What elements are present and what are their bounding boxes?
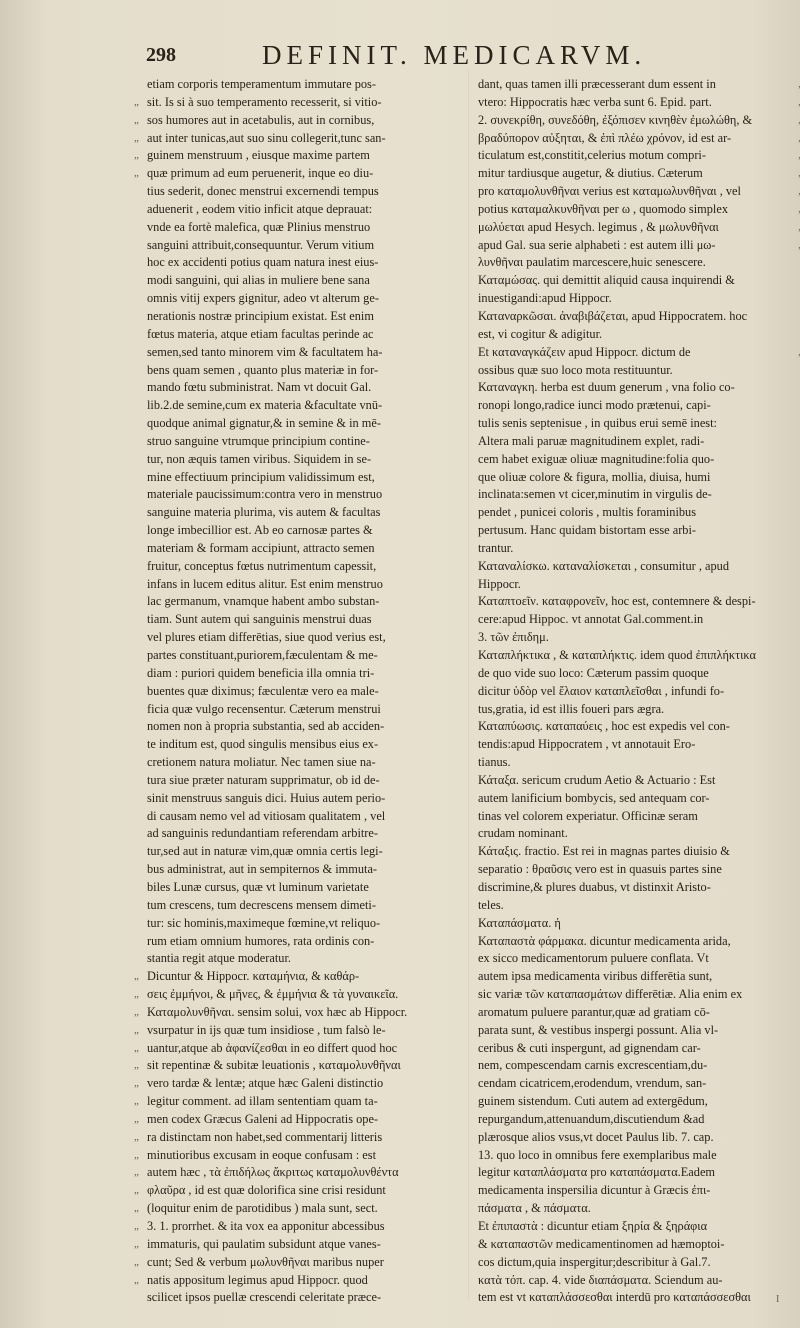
left-column-line: „ vero tardæ & lentæ; atque hæc Galeni distinctio xyxy=(147,1075,463,1093)
left-column-line: tum crescens, tum decrescens mensem dimeti- xyxy=(147,897,376,912)
right-column-line: & καταπαστῶν medicamentinomen ad hæmoptoi- xyxy=(478,1236,725,1251)
left-column-line: tius sederit, donec menstrui excernendi tempus xyxy=(147,184,379,199)
left-column-line: „ σεις ἐμμήνοι, & μῆνες, & ἐμμήνια & τὰ γυναικεῖα. xyxy=(147,986,463,1004)
right-column-line: Καταναρκῶσαι. ἀναβιβάζεται, apud Hippocratem. hoc xyxy=(478,308,748,323)
right-column-line: „ dant, quas tamen illi præcesserant dum essent in xyxy=(478,76,793,94)
right-column-line: inuestigandi:apud Hippocr. xyxy=(478,291,612,306)
left-column-line: „ autem hæc , τὰ ἐπιδήλως ἄκριτως καταμολυνθέντα xyxy=(147,1164,463,1182)
right-column-line: „ vtero: Hippocratis hæc verba sunt 6. Epid. part. xyxy=(478,94,793,112)
right-column-line: κατὰ τόπ. cap. 4. vide διαπάσματα. Sciendum au- xyxy=(478,1272,723,1287)
left-column-line: stantia regit atque moderatur. xyxy=(147,951,291,966)
right-column-line: „ ticulatum est,constitit,celerius motum compri- xyxy=(478,147,793,165)
right-column-line: ex sicco medicamentorum puluere conflata. Vt xyxy=(478,951,709,966)
right-column-line: Καταναλίσκω. καταναλίσκεται , consumitur , apud xyxy=(478,558,729,573)
left-column-line: nerationis nostræ principium existat. Est enim xyxy=(147,308,374,323)
left-column-line: „ Dicuntur & Hippocr. καταμήνια, & καθάρ- xyxy=(147,968,463,986)
right-column-line: πάσματα , & πάσματα. xyxy=(478,1201,591,1216)
left-column-line: „ minutioribus excusam in eoque confusam : est xyxy=(147,1147,463,1165)
right-column-line: ceribus & cuti inspergunt, ad gignendam car- xyxy=(478,1040,701,1055)
left-column-line: semen,sed tanto minorem vim & facultatem ha- xyxy=(147,344,383,359)
right-column-line: Καταπάσματα. ἡ xyxy=(478,915,561,930)
left-column-line: „ sit. Is si à suo temperamento recesserit, si vitio- xyxy=(147,94,463,112)
right-column-line: 3. τῶν ἐπιδημ. xyxy=(478,630,549,645)
left-column-line: quodque animal gignatur,& in semine & in mē- xyxy=(147,416,381,431)
right-column-line: ossibus quæ suo loco mota restituuntur. xyxy=(478,362,673,377)
right-column-line: 13. quo loco in omnibus fere exemplaribus male xyxy=(478,1147,717,1162)
left-column-line: „ ra distinctam non habet,sed commentarij litteris xyxy=(147,1129,463,1147)
left-column-line: etiam corporis temperamentum immutare pos- xyxy=(147,77,376,91)
left-column-line: lac germanum, vnamque habent ambo substan- xyxy=(147,594,380,609)
right-column-line: „ potius καταμαλκυνθῆναι per ω , quomodo simplex xyxy=(478,201,793,219)
left-column-line: fœtus materia, atque etiam facultas perinde ac xyxy=(147,326,374,341)
left-column-line: te inditum est, quod singulis mensibus eius ex- xyxy=(147,737,379,752)
right-column-line: autem lanificium bombycis, sed antequam cor- xyxy=(478,790,710,805)
right-column-line: tem est vt καταπλάσσεσθαι interdū pro καταπάσσεσθαι xyxy=(478,1290,751,1305)
left-column-line: mine effectiuum principium validissimum est, xyxy=(147,469,375,484)
right-text-column xyxy=(478,76,793,1307)
right-column-line: λυνθῆναι paulatim marcescere,huic senescere. xyxy=(478,255,706,270)
right-column-line: cere:apud Hippoc. vt annotat Gal.comment.in xyxy=(478,612,704,627)
right-column-line: Καταπαστὰ φάρμακα. dicuntur medicamenta arida, xyxy=(478,933,731,948)
page-number: 298 xyxy=(146,44,176,66)
right-column-line: Κάταξις. fractio. Est rei in magnas partes diuisio & xyxy=(478,844,730,859)
left-column-line: diam : puriori quidem beneficia illa omnia tri- xyxy=(147,665,375,680)
right-column-line: Altera mali paruæ magnitudinem explet, radi- xyxy=(478,433,705,448)
left-column-line: omnis vitij expers gignitur, adeo vt alterum ge- xyxy=(147,291,379,306)
left-text-column xyxy=(147,76,463,1307)
left-column-line: tur,sed aut in naturæ vim,quæ omnia certis legi- xyxy=(147,844,383,859)
left-column-line: „ immaturis, qui paulatim subsidunt atque vanes- xyxy=(147,1236,463,1254)
signature-mark: I xyxy=(776,1294,780,1305)
right-column-line: autem ipsa medicamenta viribus differētia sunt, xyxy=(478,969,713,984)
left-column-line: „ 3. 1. prorrhet. & ita vox ea apponitur abcessibus xyxy=(147,1218,463,1236)
left-column-line: cretionem natura moliatur. Nec tamen siue na- xyxy=(147,755,376,770)
left-column-line: „ natis appositum legimus apud Hippocr. quod xyxy=(147,1272,463,1290)
right-column-line: tus,gratia, id est illis foueri pars ægra. xyxy=(478,701,665,716)
left-column-line: scilicet ipsos puellæ crescendi celeritate præce- xyxy=(147,1290,382,1305)
right-column-line: „ Et καταναγκάζειν apud Hippocr. dictum de xyxy=(478,344,793,362)
left-column-line: lib.2.de semine,cum ex materia &facultate vnū- xyxy=(147,398,383,413)
left-column-line: nomen non à propria substantia, sed ab acciden- xyxy=(147,719,385,734)
right-column-line: trantur. xyxy=(478,540,514,555)
right-column-line: „ apud Gal. sua serie alphabeti : est autem illi μω- xyxy=(478,237,793,255)
right-column-line: guinem sistendum. Cuti autem ad extergēdum, xyxy=(478,1094,708,1109)
left-column-line: tur: sic hominis,maximeque fœmine,vt reliquo- xyxy=(147,915,381,930)
right-column-line: „ 2. συνεκρίθη, συνεδόθη, ἐξόπισεν κινηθὲν ἐμωλώθη, & xyxy=(478,112,793,130)
left-column-line: „ men codex Græcus Galeni ad Hippocratis ope- xyxy=(147,1111,463,1129)
left-column-line: tiam. Sunt autem qui sanguinis menstrui duas xyxy=(147,612,372,627)
right-column-line: Καταναγκη. herba est duum generum , vna folio co- xyxy=(478,380,735,395)
left-column-line: sanguini attribuit,consequuntur. Verum vitium xyxy=(147,237,375,252)
left-column-line: infans in lucem editus alitur. Est enim menstruo xyxy=(147,576,383,591)
right-column-line: de quo vide suo loco: Cæterum passim quoque xyxy=(478,665,709,680)
right-column-line: repurgandum,attenuandum,discutiendum &ad xyxy=(478,1111,705,1126)
right-column-line: inclinata:semen vt cicer,minutim in virgulis de- xyxy=(478,487,712,502)
right-column-line: Καταμώσας. qui demittit aliquid causa inquirendi & xyxy=(478,273,735,288)
right-column-line: pendet , punicei coloris , multis foraminibus xyxy=(478,505,697,520)
right-column-line: ronopi longo,radice iunci modo prætenui, capi- xyxy=(478,398,711,413)
left-column-line: „ quæ primum ad eum peruenerit, inque eo diu- xyxy=(147,165,463,183)
right-column-line: Et ἐπιπαστὰ : dicuntur etiam ξηρία & ξηράφια xyxy=(478,1219,708,1233)
left-column-line: hoc ex accidenti potius quam natura inest eius- xyxy=(147,255,379,270)
right-column-line: est, vi cogitur & adigitur. xyxy=(478,326,603,341)
right-column-line: aromatum puluere parantur,quæ ad gratiam cō- xyxy=(478,1004,710,1019)
left-column-line: tura siue præter naturam supprimatur, ob id de- xyxy=(147,772,380,787)
right-column-line: teles. xyxy=(478,897,504,912)
right-column-line: Καταπτοεῖν. καταφρονεῖν, hoc est, contemnere & despi- xyxy=(478,594,756,609)
right-column-line: separatio : θραῦσις vero est in quasuis partes sine xyxy=(478,862,722,877)
left-column-line: „ sos humores aut in acetabulis, aut in cornibus, xyxy=(147,112,463,130)
right-column-line: plærosque alios vsus,vt docet Paulus lib. 7. cap. xyxy=(478,1129,714,1144)
left-column-line: vel plures etiam differētias, siue quod verius est, xyxy=(147,630,386,645)
right-column-line: que oliuæ colore & figura, mollia, diuisa, humi xyxy=(478,469,711,484)
right-column-line: Καταπλήκτικα , & καταπλήκτις. idem quod ἐπιπλήκτικα xyxy=(478,648,756,662)
left-column-line: longe imbecillior est. Ab eo carnosæ partes & xyxy=(147,523,373,538)
left-column-line: „ uantur,atque ab ἀφανίζεσθαι in eo differt quod hoc xyxy=(147,1040,463,1058)
left-column-line: aduenerit , eodem vitio inficit atque deprauat: xyxy=(147,201,373,216)
right-column-line: legitur καταπλάσματα pro καταπάσματα.Eadem xyxy=(478,1165,716,1180)
left-column-line: materiam & formam accipiunt, attracto semen xyxy=(147,540,375,555)
right-column-line: „ μωλύεται apud Hesych. legimus , & μωλυνθῆναι xyxy=(478,219,793,237)
left-column-line: fruitur, conceptus fœtus nutrimentum capessit, xyxy=(147,558,377,573)
left-column-line: biles Lunæ cursus, quæ vt luminum varietate xyxy=(147,879,369,894)
right-column-line: „ pro καταμολυνθῆναι verius est καταμωλυνθῆναι , vel xyxy=(478,183,793,201)
left-column-line: struo sanguine vtrumque principium contine- xyxy=(147,433,370,448)
right-column-line: „ mitur tardiusque augetur, & diutius. Cæterum xyxy=(478,165,793,183)
column-gutter xyxy=(468,70,469,1300)
left-column-line: „ guinem menstruum , eiusque maxime partem xyxy=(147,147,463,165)
left-column-line: di causam nemo vel ad vitiosam qualitatem , vel xyxy=(147,808,386,823)
left-column-line: rum etiam omnium humores, rata ordinis con- xyxy=(147,933,375,948)
left-column-line: sanguine materia plurima, vis autem & facultas xyxy=(147,505,381,520)
left-column-line: bens quam semen , quanto plus materiæ in for- xyxy=(147,362,379,377)
right-column-line: cos dictum,quia inspergitur;describitur à Gal.7. xyxy=(478,1254,711,1269)
right-column-line: Καταπύωσις. καταπαύεις , hoc est expedis vel con- xyxy=(478,719,730,734)
left-column-line: modi sanguini, qui alias in muliere bene sana xyxy=(147,273,370,288)
left-column-line: „ Καταμολυνθῆναι. sensim solui, vox hæc ab Hippocr. xyxy=(147,1004,463,1022)
right-column-line: tinas vel colorem experiatur. Officinæ seram xyxy=(478,808,698,823)
left-column-line: sinit menstruus sanguis dici. Huius autem perio- xyxy=(147,790,386,805)
right-column-line: tianus. xyxy=(478,755,511,770)
right-column-line: parata sunt, & vestibus inspergi possunt. Alia vl- xyxy=(478,1022,719,1037)
right-column-line: cendam cicatricem,erodendum, vrendum, san- xyxy=(478,1076,707,1091)
left-column-line: „ aut inter tunicas,aut suo sinu collegerit,tunc san- xyxy=(147,130,463,148)
left-column-line: „ legitur comment. ad illam sententiam quam ta- xyxy=(147,1093,463,1111)
right-column-line: medicamenta inspersilia dicuntur à Græcis ἐπι- xyxy=(478,1183,711,1198)
right-column-line: crudam nominant. xyxy=(478,826,568,841)
right-column-line: discrimine,& plures duabus, vt distinxit Aristo- xyxy=(478,879,711,894)
left-column-line: vnde ea fortè malefica, quæ Plinius menstruo xyxy=(147,219,371,234)
page-header xyxy=(0,40,800,74)
right-column-line: tendis:apud Hippocratem , vt annotauit Ero- xyxy=(478,737,696,752)
right-column-line: Hippocr. xyxy=(478,576,521,591)
left-column-line: „ sit repentinæ & subitæ leuationis , καταμολυνθῆναι xyxy=(147,1057,463,1075)
right-column-line: sic variæ τῶν καταπασμάτων differētiæ. Alia enim ex xyxy=(478,987,743,1002)
left-column-line: ficia quæ vulgo recensentur. Cæterum menstrui xyxy=(147,701,381,716)
left-column-line: partes constituant,puriorem,fæculentam & me- xyxy=(147,648,378,662)
left-column-line: ad sanguinis redundantiam referendam arbitre- xyxy=(147,826,379,841)
left-column-line: tur, non æquis tamen viribus. Siquidem in se- xyxy=(147,451,372,466)
running-title: DEFINIT. MEDICARVM. xyxy=(262,40,647,70)
left-column-line: „ (loquitur enim de parotidibus ) mala sunt, sect. xyxy=(147,1200,463,1218)
right-column-line: tulis senis septenisue , in quibus erui semē inest: xyxy=(478,416,717,431)
left-column-line: „ vsurpatur in ijs quæ tum insidiose , tum falsò le- xyxy=(147,1022,463,1040)
left-column-line: „ cunt; Sed & verbum μωλυνθῆναι maribus nuper xyxy=(147,1254,463,1272)
right-column-line: nem, compescendam carnis excrescentiam,du- xyxy=(478,1058,708,1073)
left-column-line: mando fœtu subministrat. Nam vt docuit Gal. xyxy=(147,380,372,395)
left-column-line: materiale paucissimum:contra vero in menstruo xyxy=(147,487,383,502)
left-column-line: buentes quæ diximus; fæculentæ vero ea male- xyxy=(147,683,379,698)
right-column-line: Κάταξα. sericum crudum Aetio & Actuario : Est xyxy=(478,772,716,787)
right-column-line: cem habet exiguæ oliuæ magnitudine:folia quo- xyxy=(478,451,715,466)
right-column-line: dicitur ὑδὸρ vel ἔλαιον καταπλεῖσθαι , infundi fo- xyxy=(478,683,725,698)
left-column-line: bus administrat, aut in sempiternos & immuta- xyxy=(147,862,378,877)
right-column-line: „ βραδύπορον αὐξηται, & ἐπὶ πλέω χρόνον, id est ar- xyxy=(478,130,793,148)
right-column-line: pertusum. Hanc quidam bistortam esse arbi- xyxy=(478,523,697,538)
left-column-line: „ φλαῦρα , id est quæ dolorifica sine crisi residunt xyxy=(147,1182,463,1200)
